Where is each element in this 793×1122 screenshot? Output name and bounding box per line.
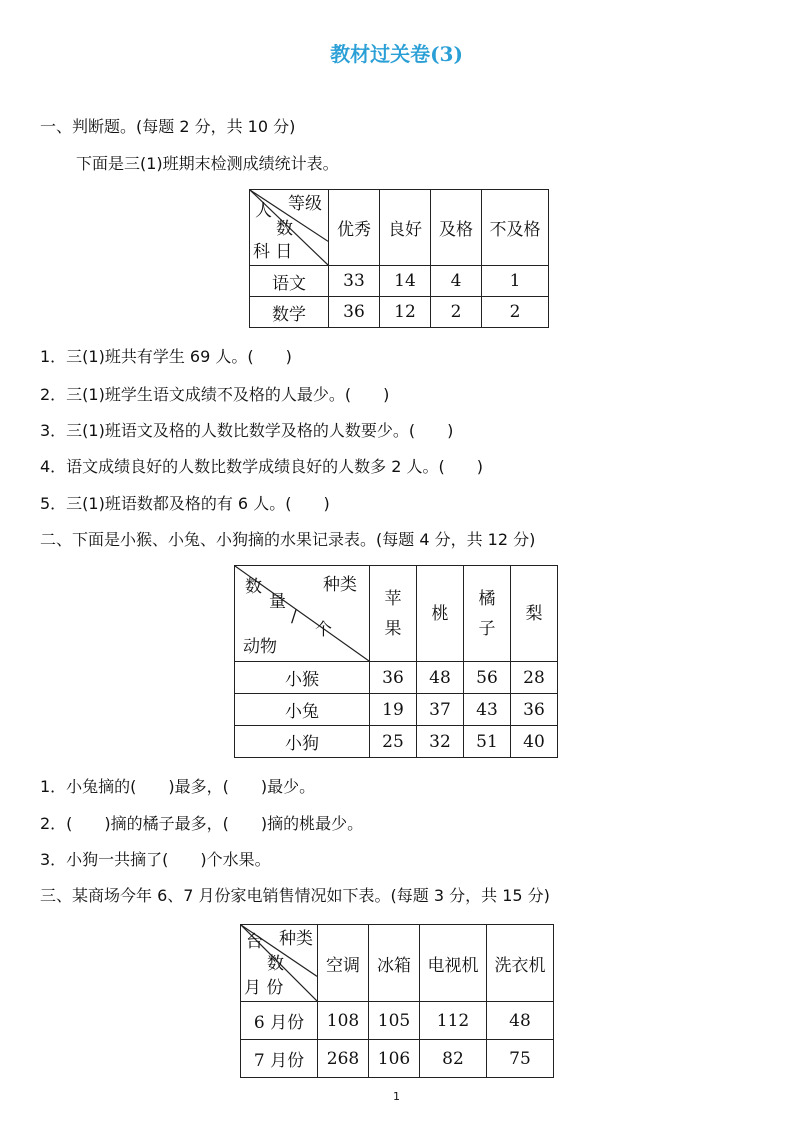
question-1-2: 2．三(1)班学生语文成绩不及格的人最少。( ) — [40, 385, 390, 404]
row-label: 7 月份 — [241, 1040, 318, 1078]
table-cell: 56 — [464, 662, 511, 694]
table-row — [250, 297, 549, 328]
fruit-table-corner — [235, 566, 370, 662]
corner-count-label: 数 — [267, 954, 284, 974]
table-cell: 112 — [420, 1002, 487, 1040]
table-row — [235, 694, 558, 726]
header-cell — [464, 566, 511, 662]
grades-table-corner — [250, 190, 329, 266]
corner-ge-label: 个 — [315, 620, 332, 640]
question-1-1: 1．三(1)班共有学生 69 人。( ) — [40, 347, 292, 366]
table-cell: 36 — [511, 694, 558, 726]
header-cell: 冰箱 — [369, 925, 420, 1002]
table-cell: 14 — [380, 266, 431, 297]
table-cell: 106 — [369, 1040, 420, 1078]
corner-liang-label: 量 — [269, 592, 286, 612]
table-cell: 48 — [417, 662, 464, 694]
table-row — [235, 726, 558, 758]
header-cell: 不及格 — [482, 190, 549, 266]
section1-intro: 下面是三(1)班期末检测成绩统计表。 — [76, 154, 339, 173]
header-char: 桃 — [431, 603, 449, 624]
header-cell: 良好 — [380, 190, 431, 266]
row-label: 小兔 — [235, 694, 370, 726]
question-2-3: 3．小狗一共摘了( )个水果。 — [40, 850, 271, 869]
table-row — [235, 662, 558, 694]
table-cell: 2 — [482, 297, 549, 328]
row-label: 数学 — [250, 297, 329, 328]
table-cell: 51 — [464, 726, 511, 758]
page-title: 教材过关卷(3) — [330, 42, 463, 66]
header-char: 子 — [478, 618, 496, 639]
header-cell: 优秀 — [329, 190, 380, 266]
question-1-3: 3．三(1)班语文及格的人数比数学及格的人数要少。( ) — [40, 421, 454, 440]
table-cell: 105 — [369, 1002, 420, 1040]
corner-type-label: 种类 — [323, 575, 357, 595]
question-2-2: 2．( )摘的橘子最多，( )摘的桃最少。 — [40, 814, 364, 833]
header-cell: 洗衣机 — [487, 925, 554, 1002]
row-label: 小猴 — [235, 662, 370, 694]
section1-heading: 一、判断题。(每题 2 分，共 10 分) — [40, 117, 296, 136]
table-cell: 40 — [511, 726, 558, 758]
corner-grade-label: 等级 — [288, 194, 322, 214]
row-label: 小狗 — [235, 726, 370, 758]
appliance-table — [240, 924, 554, 1078]
table-cell: 43 — [464, 694, 511, 726]
table-cell: 36 — [329, 297, 380, 328]
table-cell: 48 — [487, 1002, 554, 1040]
row-label: 语文 — [250, 266, 329, 297]
header-cell: 及格 — [431, 190, 482, 266]
header-char: 橘 — [478, 588, 496, 609]
corner-subject-label: 科 日 — [253, 242, 293, 262]
corner-slash-label: / — [291, 607, 297, 627]
header-cell — [417, 566, 464, 662]
header-char: 苹 — [384, 588, 402, 609]
table-cell: 19 — [370, 694, 417, 726]
fruit-table — [234, 565, 558, 758]
table-row — [241, 1002, 554, 1040]
question-2-1: 1．小兔摘的( )最多，( )最少。 — [40, 777, 316, 796]
table-cell: 268 — [318, 1040, 369, 1078]
table-cell: 28 — [511, 662, 558, 694]
corner-month-label: 月 份 — [244, 978, 284, 998]
corner-count-label: 数 — [276, 219, 293, 239]
appliance-table-corner — [241, 925, 318, 1002]
section2-heading: 二、下面是小猴、小兔、小狗摘的水果记录表。(每题 4 分，共 12 分) — [40, 530, 536, 549]
corner-people-label: 人 — [255, 201, 272, 221]
corner-type-label: 种类 — [279, 929, 313, 949]
corner-animal-label: 动物 — [243, 637, 277, 657]
corner-tai-label: 台 — [246, 932, 263, 952]
table-cell: 2 — [431, 297, 482, 328]
header-char: 果 — [384, 618, 402, 639]
row-label: 6 月份 — [241, 1002, 318, 1040]
table-cell: 75 — [487, 1040, 554, 1078]
table-cell: 12 — [380, 297, 431, 328]
table-cell: 82 — [420, 1040, 487, 1078]
table-row — [241, 1040, 554, 1078]
header-cell — [511, 566, 558, 662]
table-cell: 32 — [417, 726, 464, 758]
table-cell: 33 — [329, 266, 380, 297]
table-cell: 37 — [417, 694, 464, 726]
table-cell: 36 — [370, 662, 417, 694]
question-1-5: 5．三(1)班语数都及格的有 6 人。( ) — [40, 494, 330, 513]
section3-heading: 三、某商场今年 6、7 月份家电销售情况如下表。(每题 3 分，共 15 分) — [40, 886, 550, 905]
header-cell: 电视机 — [420, 925, 487, 1002]
table-cell: 4 — [431, 266, 482, 297]
table-row — [250, 266, 549, 297]
header-cell: 空调 — [318, 925, 369, 1002]
table-cell: 25 — [370, 726, 417, 758]
table-cell: 1 — [482, 266, 549, 297]
grades-table — [249, 189, 549, 328]
page-number: 1 — [393, 1090, 400, 1103]
header-cell — [370, 566, 417, 662]
corner-shu-label: 数 — [245, 577, 262, 597]
header-char: 梨 — [525, 603, 543, 624]
table-cell: 108 — [318, 1002, 369, 1040]
question-1-4: 4．语文成绩良好的人数比数学成绩良好的人数多 2 人。( ) — [40, 457, 484, 476]
